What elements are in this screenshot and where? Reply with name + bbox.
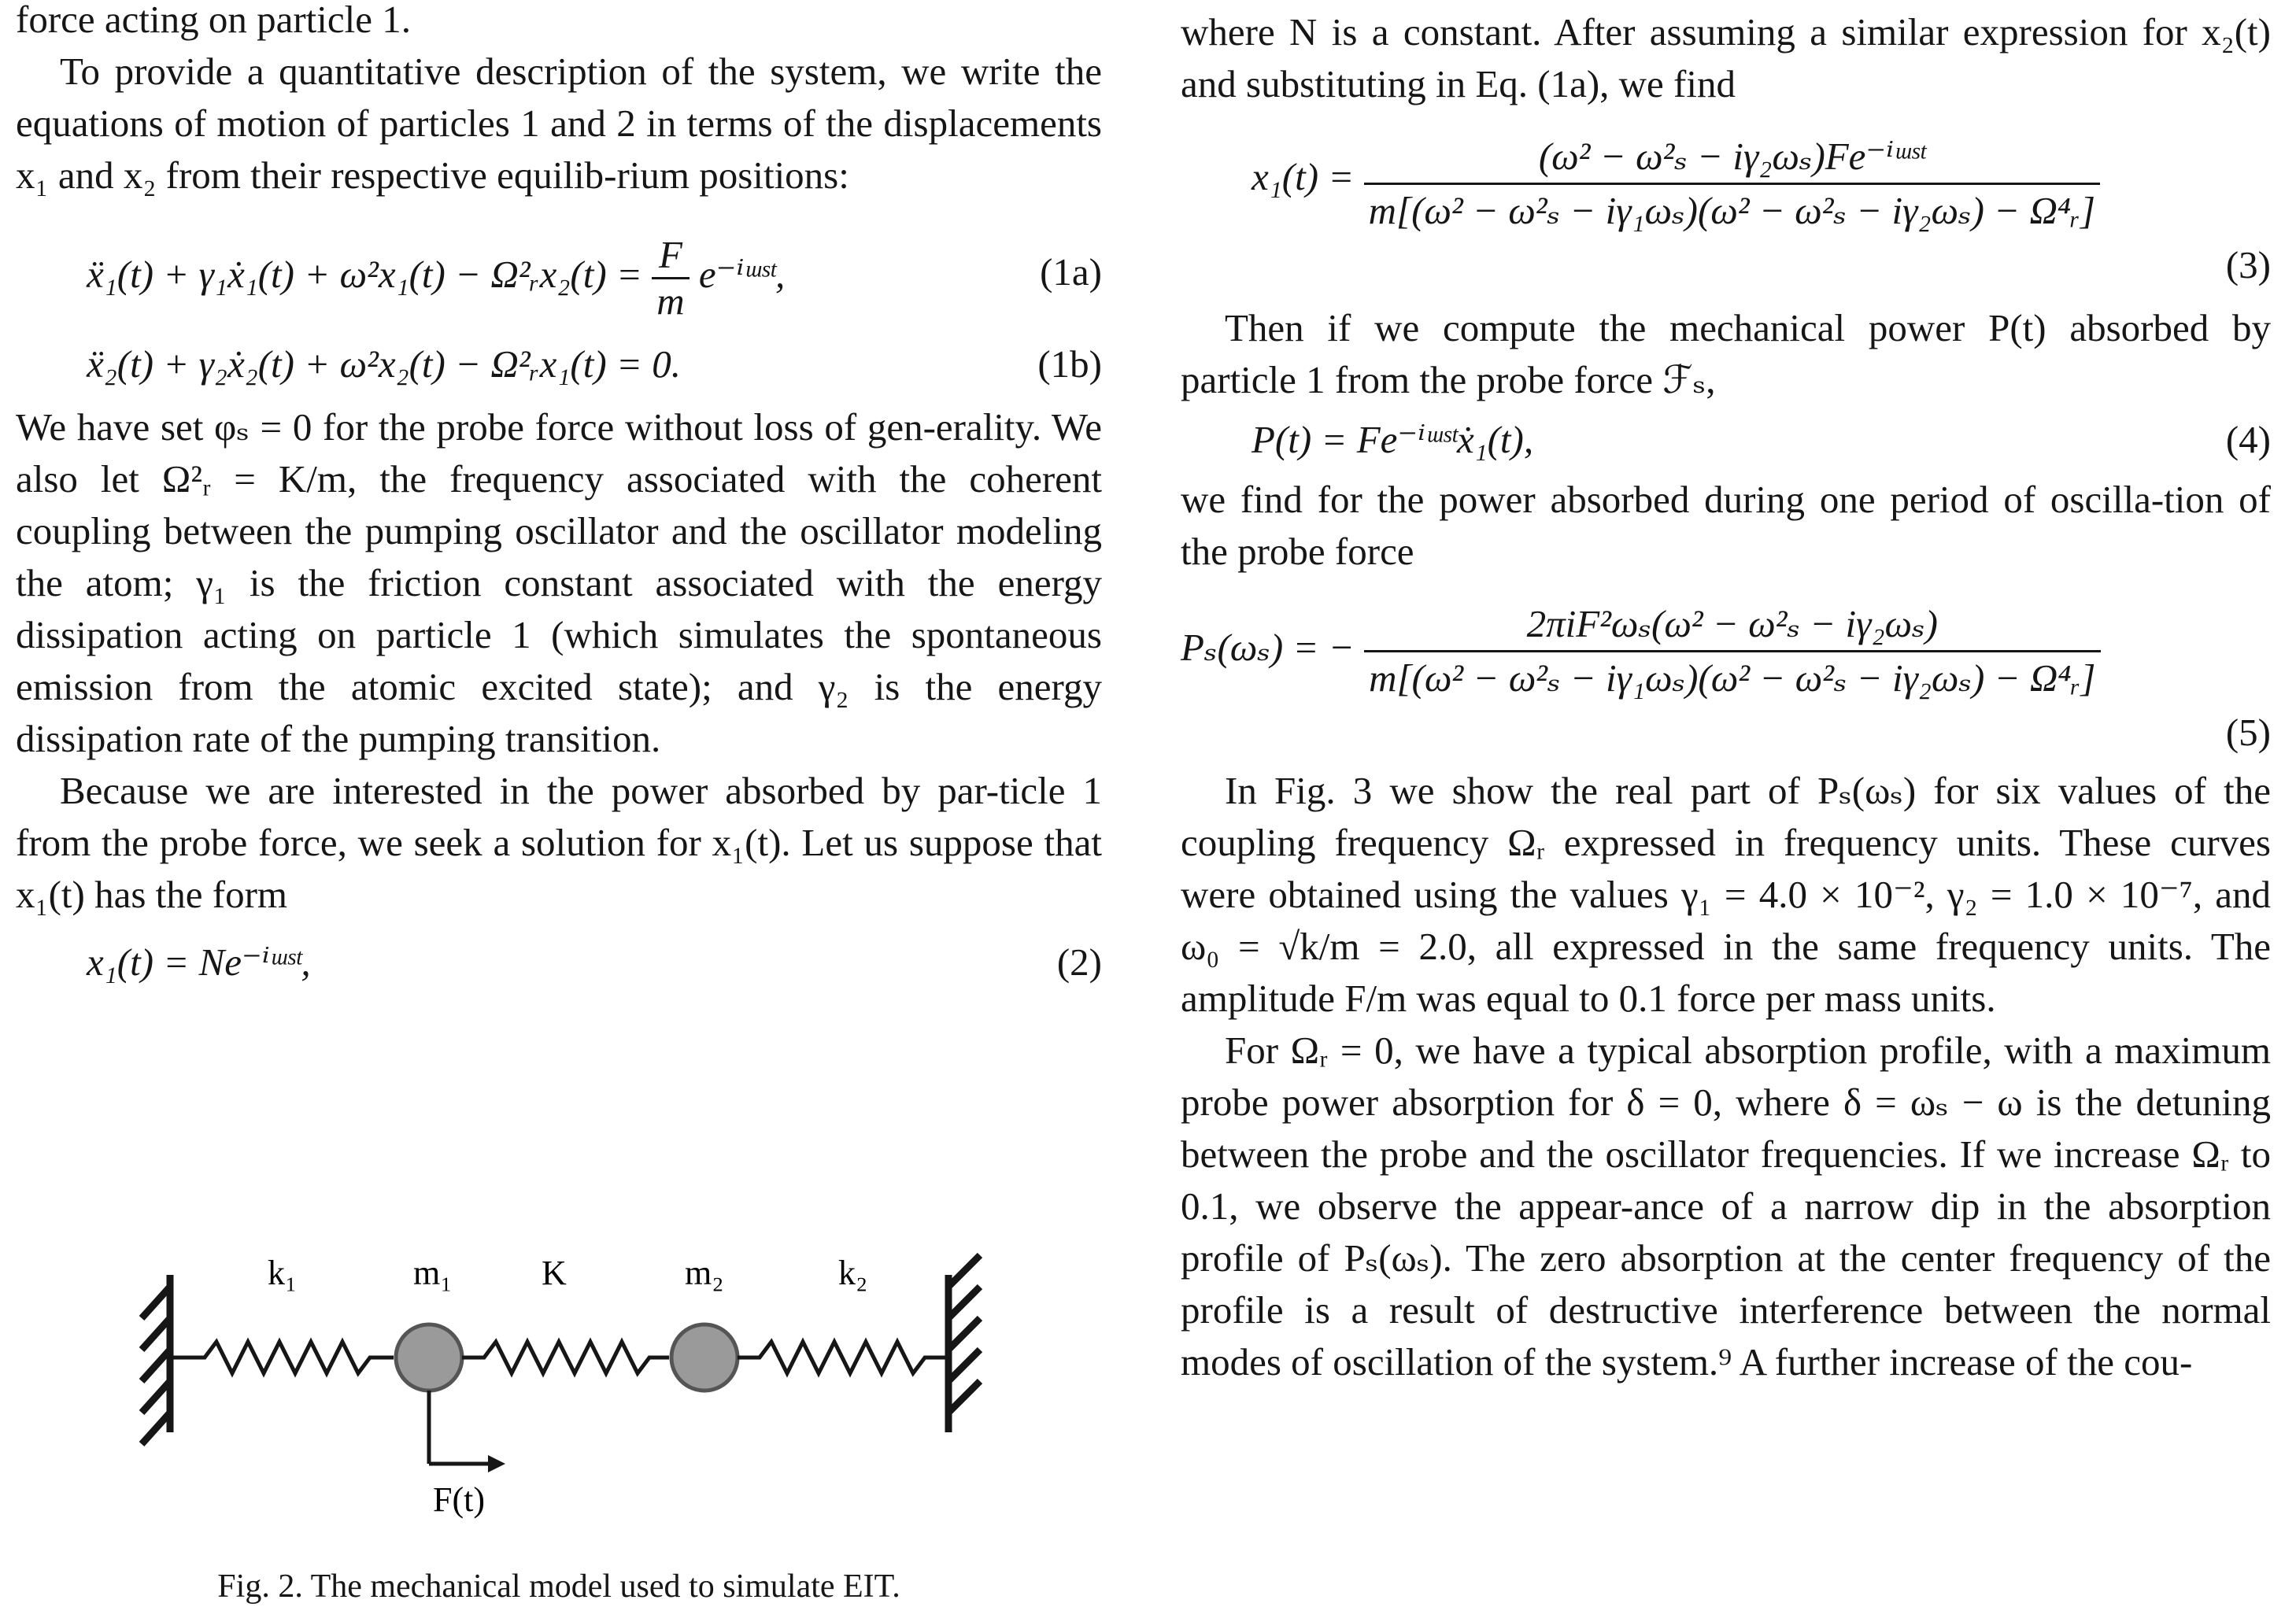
label-force: F(t) bbox=[433, 1480, 485, 1519]
equation-3 bbox=[1181, 131, 2271, 286]
equation-rhs: e⁻ⁱᵚˢᵗ, bbox=[698, 252, 786, 296]
spring-k2 bbox=[738, 1342, 948, 1373]
paragraph: To provide a quantitative description of the system, we write the equations of motion of particles 1 and 2 in terms of the displacements x₁ and x₂ from their respective equilib-rium positions: bbox=[16, 50, 1102, 197]
equation-5 bbox=[1181, 598, 2271, 754]
fraction-denominator: m[(ω² − ω²ₛ − iγ₁ωₛ)(ω² − ω²ₛ − iγ₂ωₛ) − Ω⁴ᵣ] bbox=[1364, 650, 2100, 704]
equation-body: P(t) = Fe⁻ⁱᵚˢᵗẋ₁(t), bbox=[1252, 418, 1534, 461]
equation-number: (5) bbox=[2225, 711, 2271, 754]
fraction-numerator: F bbox=[658, 233, 682, 276]
mass-m1 bbox=[396, 1324, 462, 1391]
equation-number: (1a) bbox=[1040, 250, 1102, 294]
equation-number: (4) bbox=[2225, 418, 2271, 461]
paragraph: For Ωᵣ = 0, we have a typical absorption profile, with a maximum probe power absorption for δ = 0, where δ = ωₛ − ω is the detuning between the probe and the oscillator frequencies. If we increase Ωᵣ to 0.1, we observe the appear-ance of a narrow dip in the absorption profile of Pₛ(ωₛ). The zero absorption at the center frequency of the profile is a result of destructive interference between the normal modes of oscillation of the system.⁹ A further increase of the cou- bbox=[1181, 1029, 2271, 1383]
spring-k1 bbox=[170, 1342, 394, 1373]
figure-caption: Fig. 2. The mechanical model used to simulate EIT. bbox=[217, 1568, 900, 1605]
paragraph: We have set φₛ = 0 for the probe force without loss of gen-erality. We also let Ω²ᵣ = K/m, the frequency associated with the coherent coupling between the pumping oscillator and the oscillator modeling the atom; γ₁ is the friction constant associated with the energy dissipation acting on particle 1 (which simulates the spontaneous emission from the atomic excited state); and γ₂ is the energy dissipation rate of the pumping transition. bbox=[16, 405, 1102, 760]
equation-body: ẍ₂(t) + γ₂ẋ₂(t) + ω²x₂(t) − Ω²ᵣx₁(t) = 0. bbox=[87, 342, 681, 386]
fraction-numerator: (ω² − ω²ₛ − iγ₂ωₛ)Fe⁻ⁱᵚˢᵗ bbox=[1538, 135, 1925, 178]
spring-K bbox=[462, 1342, 669, 1373]
equation-2 bbox=[16, 936, 1102, 988]
equation-1b bbox=[16, 338, 1102, 390]
fraction bbox=[652, 233, 689, 323]
paragraph: where N is a constant. After assuming a similar expression for x₂(t) and substituting in Eq. (1a), we find bbox=[1181, 10, 2271, 105]
mass-m2 bbox=[671, 1324, 738, 1391]
equation-number: (3) bbox=[2225, 243, 2271, 286]
paragraph: In Fig. 3 we show the real part of Pₛ(ωₛ) for six values of the coupling frequency Ωᵣ expressed in frequency units. These curves were obtained using the values γ₁ = 4.0 × 10⁻², γ₂ = 1.0 × 10⁻⁷, and ω₀ = √k/m = 2.0, all expressed in the same frequency units. The amplitude F/m was equal to 0.1 force per mass units. bbox=[1181, 769, 2271, 1020]
label-K: K bbox=[542, 1254, 567, 1292]
equation-lhs: ẍ₁(t) + γ₁ẋ₁(t) + ω²x₁(t) − Ω²ᵣx₂(t) = bbox=[87, 252, 642, 296]
mechanical-model-diagram bbox=[16, 1228, 1102, 1558]
equation-number: (1b) bbox=[1037, 342, 1102, 386]
fraction bbox=[1364, 131, 2100, 237]
equation-body: x₁(t) = Ne⁻ⁱᵚˢᵗ, bbox=[87, 940, 311, 984]
left-column bbox=[16, 0, 1102, 988]
left-wall bbox=[142, 1275, 170, 1444]
label-m2: m₂ bbox=[685, 1254, 724, 1292]
equation-lhs: x₁(t) = bbox=[1252, 154, 1355, 198]
label-k1: k₁ bbox=[268, 1254, 298, 1292]
right-column bbox=[1181, 0, 2271, 1388]
label-m1: m₁ bbox=[413, 1254, 453, 1292]
paragraph: we find for the power absorbed during one period of oscilla-tion of the probe force bbox=[1181, 478, 2271, 573]
paragraph: force acting on particle 1. bbox=[16, 0, 412, 41]
label-k2: k₂ bbox=[838, 1254, 868, 1292]
figure-2 bbox=[16, 1228, 1102, 1605]
equation-4 bbox=[1181, 414, 2271, 466]
equation-number: (2) bbox=[1056, 940, 1102, 984]
equation-1a bbox=[16, 233, 1102, 323]
right-wall bbox=[948, 1255, 980, 1432]
fraction bbox=[1364, 598, 2100, 704]
equation-lhs: Pₛ(ωₛ) = − bbox=[1181, 625, 1355, 669]
force-arrow-icon bbox=[429, 1391, 505, 1472]
paragraph: Because we are interested in the power absorbed by par-ticle 1 from the probe force, we seek a solution for x₁(t). Let us suppose that x₁(t) has the form bbox=[16, 769, 1102, 916]
fraction-denominator: m bbox=[652, 277, 689, 323]
paragraph: Then if we compute the mechanical power P(t) absorbed by particle 1 from the probe force ℱₛ, bbox=[1181, 306, 2271, 401]
fraction-denominator: m[(ω² − ω²ₛ − iγ₁ωₛ)(ω² − ω²ₛ − iγ₂ωₛ) − Ω⁴ᵣ] bbox=[1364, 183, 2100, 237]
fraction-numerator: 2πiF²ωₛ(ω² − ω²ₛ − iγ₂ωₛ) bbox=[1526, 602, 1938, 645]
